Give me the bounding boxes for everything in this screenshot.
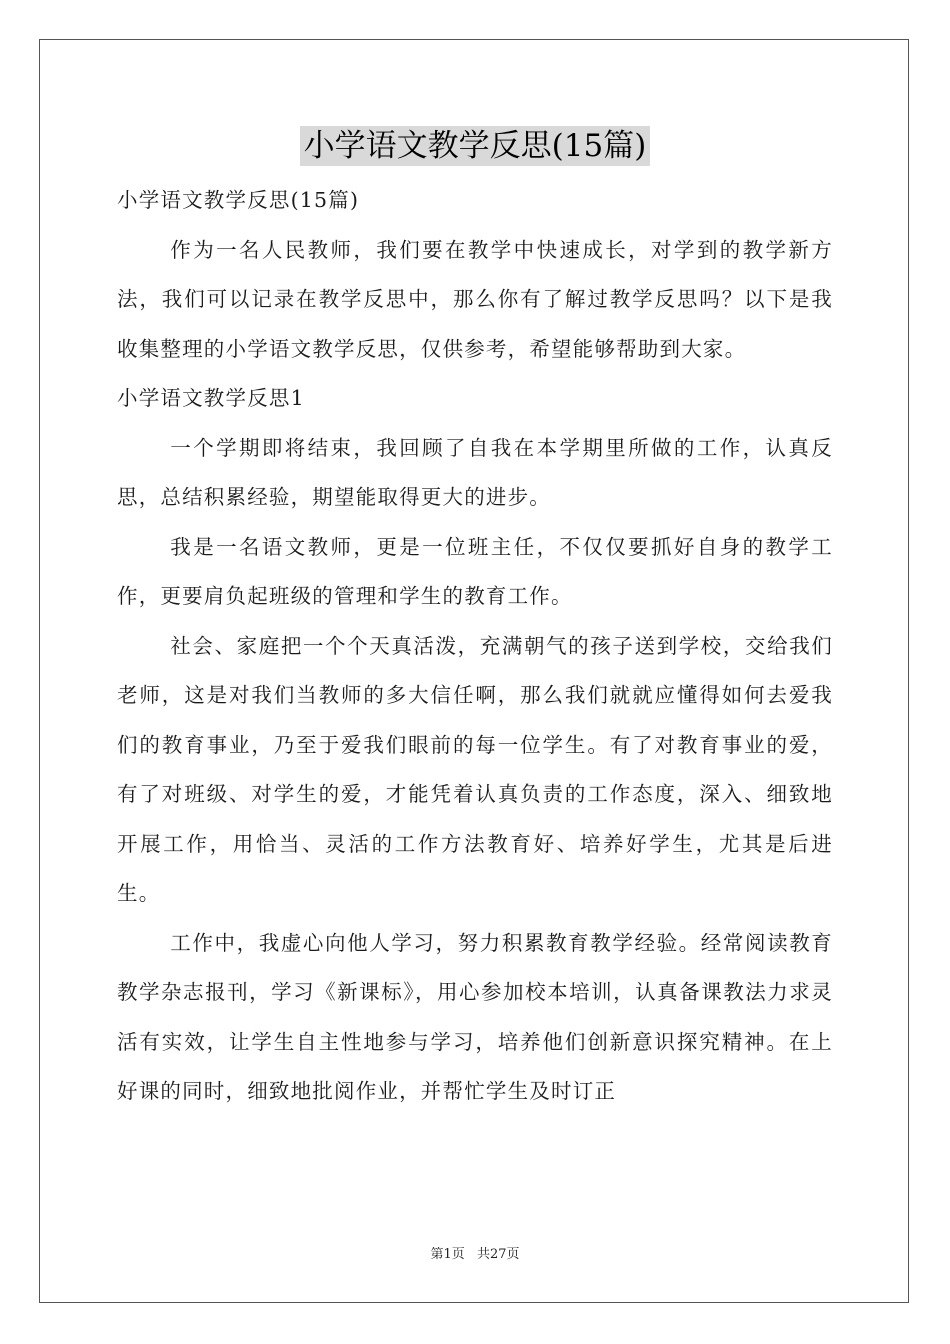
title-wrap (0, 126, 950, 166)
body-paragraph: 我是一名语文教师，更是一位班主任，不仅仅要抓好自身的教学工作，更要肩负起班级的管理和学生的教育工作。 (117, 534, 833, 608)
page-number: 第1页 (430, 1247, 465, 1262)
document-title: 小学语文教学反思(15篇) (300, 126, 651, 166)
page-total: 共27页 (476, 1247, 520, 1262)
document-body (117, 176, 833, 1117)
page-footer (0, 1246, 950, 1264)
subtitle-line: 小学语文教学反思(15篇) (117, 188, 360, 212)
intro-paragraph: 作为一名人民教师，我们要在教学中快速成长，对学到的教学新方法，我们可以记录在教学反思中，那么你有了解过教学反思吗？以下是我收集整理的小学语文教学反思，仅供参考，希望能够帮助到大家。 (117, 237, 833, 361)
section-heading: 小学语文教学反思1 (117, 386, 305, 410)
body-paragraph: 一个学期即将结束，我回顾了自我在本学期里所做的工作，认真反思，总结积累经验，期望能取得更大的进步。 (117, 435, 833, 509)
body-paragraph: 工作中，我虚心向他人学习，努力积累教育教学经验。经常阅读教育教学杂志报刊，学习《新课标》，用心参加校本培训，认真备课教法力求灵活有实效，让学生自主性地参与学习，培养他们创新意识探究精神。在上好课的同时，细致地批阅作业，并帮忙学生及时订正 (117, 930, 833, 1103)
body-paragraph: 社会、家庭把一个个天真活泼，充满朝气的孩子送到学校，交给我们老师，这是对我们当教师的多大信任啊，那么我们就就应懂得如何去爱我们的教育事业，乃至于爱我们眼前的每一位学生。有了对教育事业的爱，有了对班级、对学生的爱，才能凭着认真负责的工作态度，深入、细致地开展工作，用恰当、灵活的工作方法教育好、培养好学生，尤其是后进生。 (117, 633, 833, 905)
